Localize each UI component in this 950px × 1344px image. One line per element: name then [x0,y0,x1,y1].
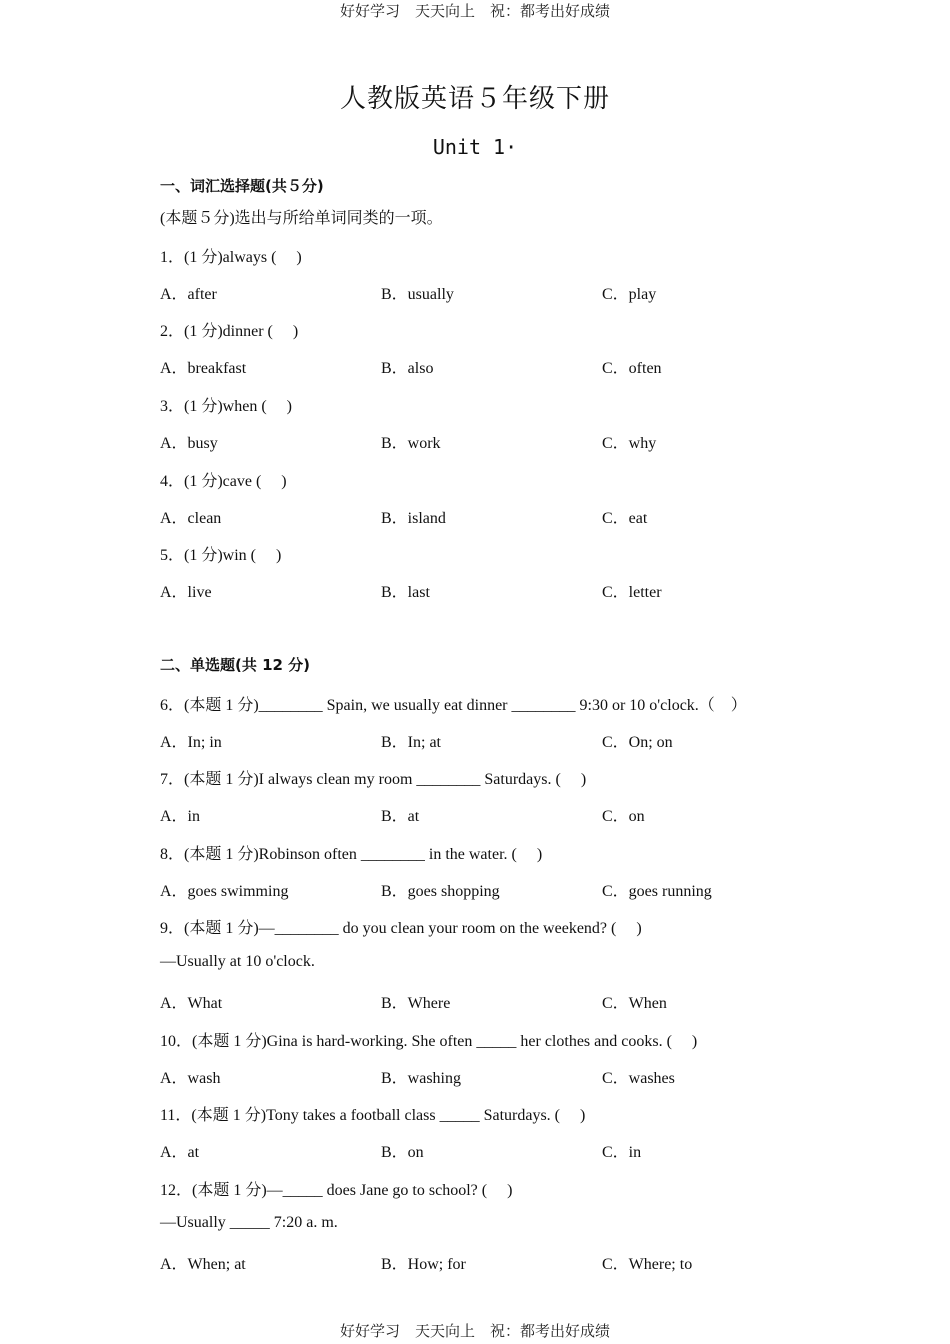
question-6-option-a: A．In; in [160,734,222,751]
question-8-stem: 8．(本题 1 分)Robinson often ________ in the water. ( ) [160,846,543,863]
question-4-option-a: A．clean [160,510,222,527]
question-8-option-a: A．goes swimming [160,883,289,900]
section-1-instruction: (本题５分)选出与所给单词同类的一项。 [160,210,443,227]
question-10-option-a: A．wash [160,1070,221,1087]
question-12-option-c: C．Where; to [602,1256,693,1273]
question-5-option-b: B．last [381,584,430,601]
question-10-stem: 10．(本题 1 分)Gina is hard-working. She often _____ her clothes and cooks. ( ) [160,1033,698,1050]
question-10-option-b: B．washing [381,1070,462,1087]
page-footer: 好好学习 天天向上 祝：都考出好成绩 [339,1322,610,1340]
question-3-option-c: C．why [602,435,657,452]
question-7-stem: 7．(本题 1 分)I always clean my room ________ Saturdays. ( ) [160,771,587,788]
question-7-option-a: A．in [160,808,201,825]
question-9-stem: 9．(本题 1 分)—________ do you clean your room on the weekend? ( ) [160,920,642,937]
question-8-option-b: B．goes shopping [381,883,500,900]
question-11-stem: 11．(本题 1 分)Tony takes a football class _____ Saturdays. ( ) [160,1107,586,1124]
question-3-option-a: A．busy [160,435,218,452]
question-12-stem: 12．(本题 1 分)—_____ does Jane go to school? ( ) [160,1182,513,1199]
page-header: 好好学习 天天向上 祝：都考出好成绩 [339,2,610,20]
question-7-option-c: C．on [602,808,645,825]
question-2-option-c: C．often [602,360,662,377]
question-2-option-a: A．breakfast [160,360,247,377]
question-1-stem: 1．(1 分)always ( ) [160,249,302,266]
question-4-stem: 4．(1 分)cave ( ) [160,473,287,490]
question-10-option-c: C．washes [602,1070,675,1087]
question-6-stem: 6．(本题 1 分)________ Spain, we usually eat dinner ________ 9:30 or 10 o'clock.（ ） [160,697,747,714]
question-4-option-b: B．island [381,510,446,527]
question-9-option-c: C．When [602,995,667,1012]
question-6-option-c: C．On; on [602,734,673,751]
question-6-option-b: B．In; at [381,734,441,751]
question-12-option-a: A．When; at [160,1256,246,1273]
question-5-stem: 5．(1 分)win ( ) [160,547,282,564]
question-9-option-b: B．Where [381,995,451,1012]
question-1-option-a: A．after [160,286,217,303]
question-1-option-b: B．usually [381,286,454,303]
question-12-option-b: B．How; for [381,1256,466,1273]
question-9-option-a: A．What [160,995,223,1012]
question-7-option-b: B．at [381,808,420,825]
question-9-dialogue: —Usually at 10 o'clock. [160,953,315,970]
question-11-option-a: A．at [160,1144,200,1161]
section-1-heading: 一、词汇选择题(共５分) [160,177,324,195]
question-1-option-c: C．play [602,286,657,303]
question-2-stem: 2．(1 分)dinner ( ) [160,323,299,340]
question-12-dialogue: —Usually _____ 7:20 a. m. [160,1214,338,1231]
question-3-option-b: B．work [381,435,441,452]
question-11-option-c: C．in [602,1144,642,1161]
question-4-option-c: C．eat [602,510,648,527]
question-2-option-b: B．also [381,360,434,377]
question-8-option-c: C．goes running [602,883,712,900]
question-3-stem: 3．(1 分)when ( ) [160,398,292,415]
section-2-heading: 二、单选题(共 12 分) [160,656,311,674]
question-5-option-c: C．letter [602,584,662,601]
question-5-option-a: A．live [160,584,212,601]
unit-subtitle: Unit 1· [432,135,518,159]
document-title: 人教版英语５年级下册 [339,84,610,114]
question-11-option-b: B．on [381,1144,424,1161]
